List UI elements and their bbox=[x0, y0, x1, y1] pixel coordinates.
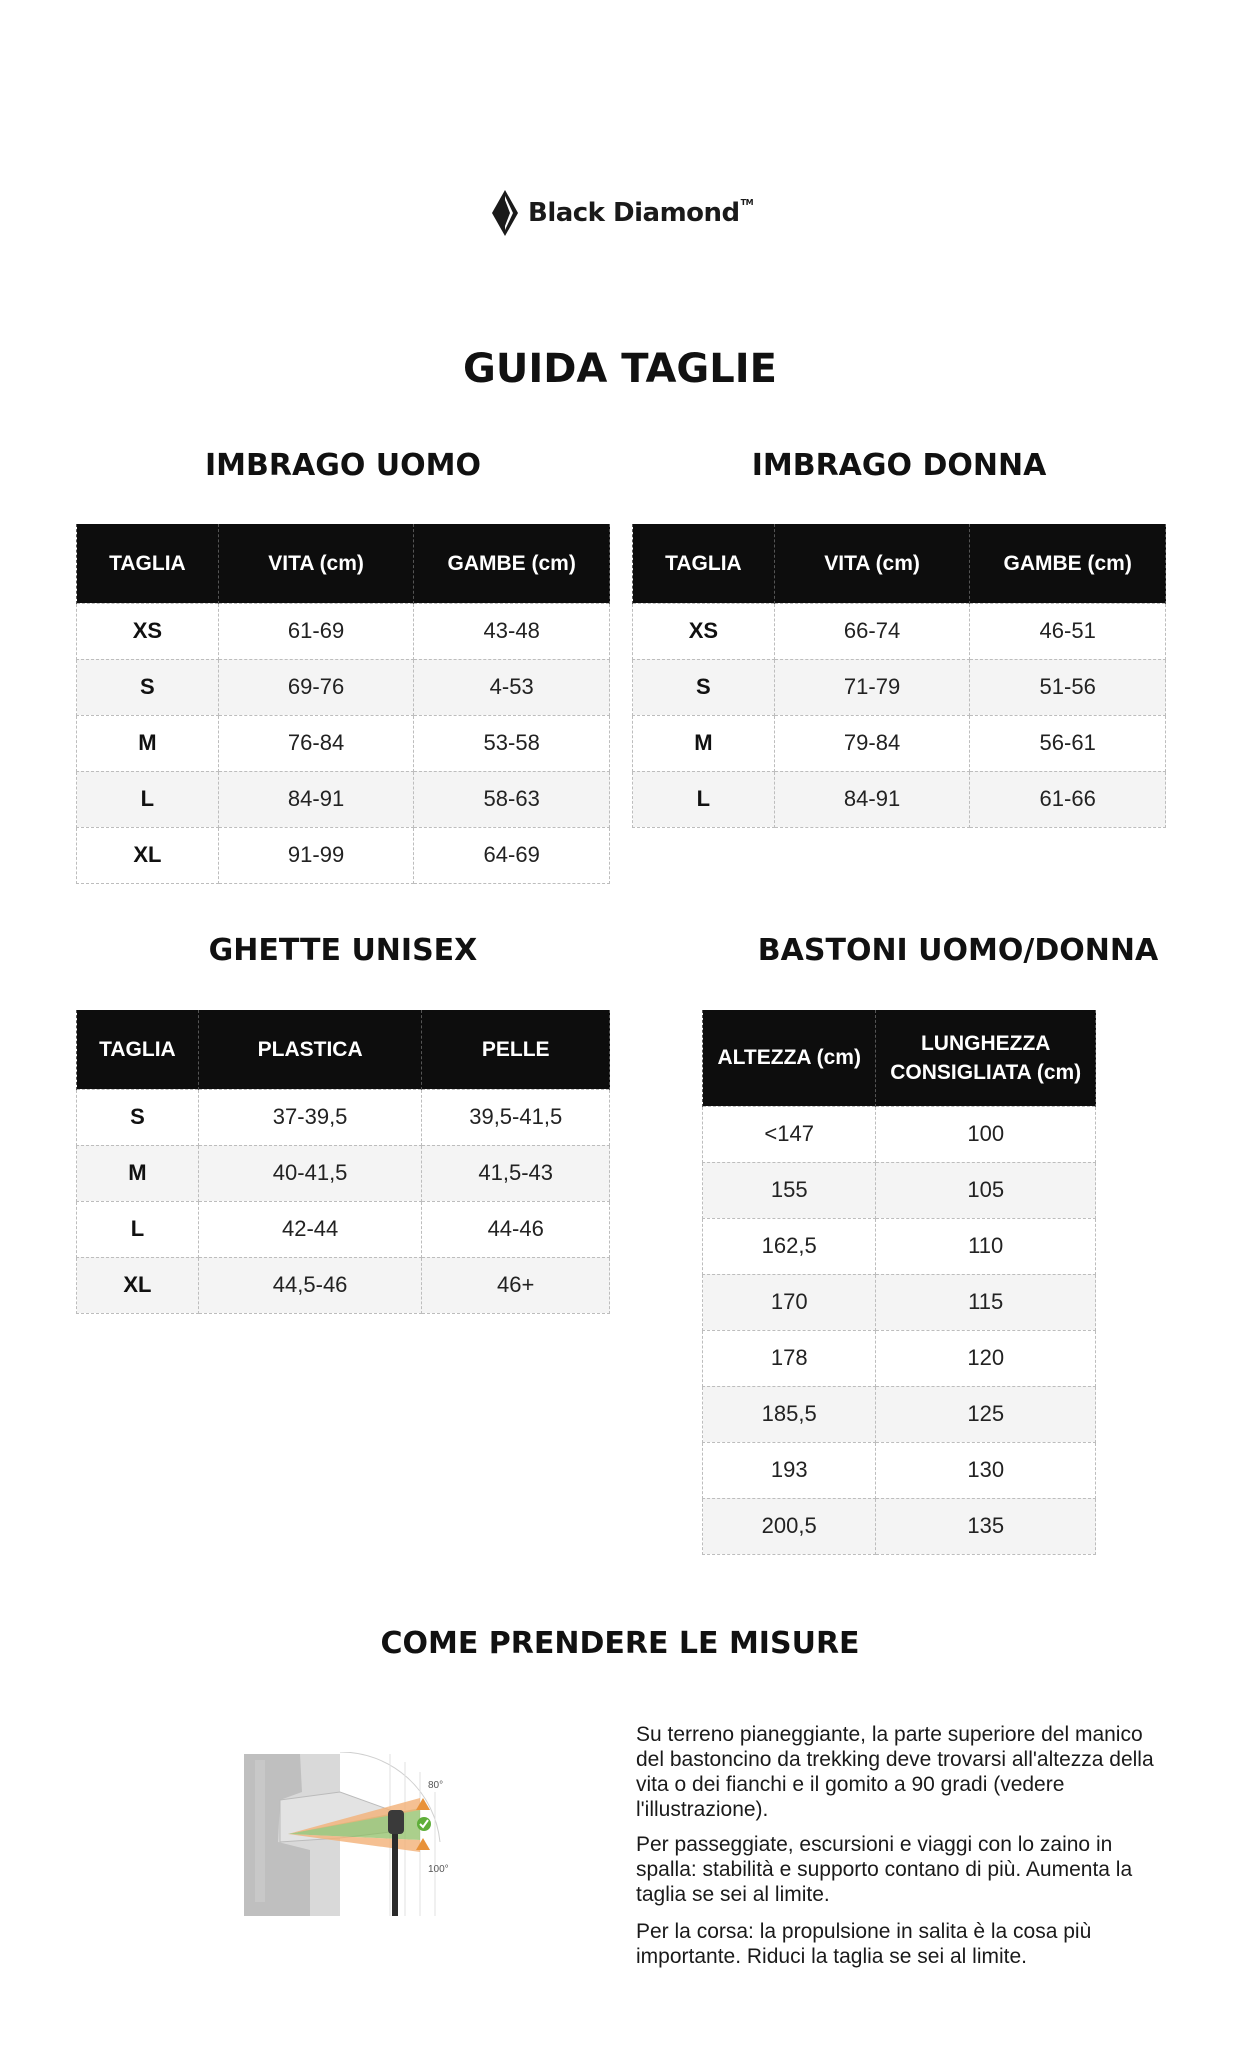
cell-value: 64-69 bbox=[414, 827, 610, 883]
instruction-paragraph: Su terreno pianeggiante, la parte superiore del manico del bastoncino da trekking deve trovarsi all'altezza della vita o dei fianchi e il gomito a 90 gradi (vedere l'illustrazione). bbox=[636, 1723, 1154, 1821]
cell-value: 39,5-41,5 bbox=[422, 1089, 610, 1145]
column-header: ALTEZZA (cm) bbox=[703, 1010, 876, 1106]
cell-value: 61-69 bbox=[218, 603, 414, 659]
table-row bbox=[633, 715, 1166, 771]
section-title-imbrago-uomo: IMBRAGO UOMO bbox=[205, 448, 481, 483]
table-row bbox=[703, 1162, 1096, 1218]
column-header: TAGLIA bbox=[77, 1010, 199, 1089]
cell-value: 76-84 bbox=[218, 715, 414, 771]
table-imbrago-donna bbox=[632, 524, 1166, 828]
page-title: GUIDA TAGLIE bbox=[463, 346, 777, 392]
cell-value: 41,5-43 bbox=[422, 1145, 610, 1201]
table-header-row bbox=[633, 524, 1166, 603]
cell-size: L bbox=[633, 771, 775, 827]
cell-value: 170 bbox=[703, 1274, 876, 1330]
angle-label-bottom: 100° bbox=[428, 1864, 449, 1875]
diamond-logo-icon bbox=[488, 188, 522, 238]
cell-value: 46+ bbox=[422, 1257, 610, 1313]
cell-value: 105 bbox=[876, 1162, 1096, 1218]
cell-value: 162,5 bbox=[703, 1218, 876, 1274]
cell-value: 69-76 bbox=[218, 659, 414, 715]
instruction-paragraph: Per passeggiate, escursioni e viaggi con lo zaino in spalla: stabilità e supporto contano di più. Aumenta la taglia se sei al limite. bbox=[636, 1833, 1133, 1906]
section-title-ghette: GHETTE UNISEX bbox=[208, 933, 478, 968]
section-title-bastoni: BASTONI UOMO/DONNA bbox=[757, 933, 1159, 968]
table-row bbox=[77, 827, 610, 883]
column-header: VITA (cm) bbox=[218, 524, 414, 603]
cell-value: 125 bbox=[876, 1386, 1096, 1442]
cell-value: 44,5-46 bbox=[198, 1257, 422, 1313]
cell-size: S bbox=[77, 659, 219, 715]
cell-value: 110 bbox=[876, 1218, 1096, 1274]
cell-value: 56-61 bbox=[970, 715, 1166, 771]
cell-value: 185,5 bbox=[703, 1386, 876, 1442]
cell-value: <147 bbox=[703, 1106, 876, 1162]
cell-value: 79-84 bbox=[774, 715, 970, 771]
table-row bbox=[77, 603, 610, 659]
table-row bbox=[77, 1257, 610, 1313]
column-header: PLASTICA bbox=[198, 1010, 422, 1089]
table-header-row bbox=[77, 1010, 610, 1089]
cell-size: XL bbox=[77, 827, 219, 883]
table-row bbox=[703, 1106, 1096, 1162]
table-row bbox=[633, 603, 1166, 659]
cell-value: 115 bbox=[876, 1274, 1096, 1330]
cell-value: 178 bbox=[703, 1330, 876, 1386]
cell-value: 200,5 bbox=[703, 1498, 876, 1554]
table-header-row bbox=[77, 524, 610, 603]
table-row bbox=[703, 1386, 1096, 1442]
cell-value: 44-46 bbox=[422, 1201, 610, 1257]
cell-value: 71-79 bbox=[774, 659, 970, 715]
cell-value: 91-99 bbox=[218, 827, 414, 883]
table-row bbox=[77, 1089, 610, 1145]
cell-value: 4-53 bbox=[414, 659, 610, 715]
column-header: GAMBE (cm) bbox=[414, 524, 610, 603]
cell-value: 130 bbox=[876, 1442, 1096, 1498]
cell-value: 46-51 bbox=[970, 603, 1166, 659]
cell-size: S bbox=[77, 1089, 199, 1145]
column-header: TAGLIA bbox=[633, 524, 775, 603]
brand-name: Black Diamond™ bbox=[528, 198, 754, 228]
cell-size: XL bbox=[77, 1257, 199, 1313]
cell-value: 84-91 bbox=[774, 771, 970, 827]
cell-value: 42-44 bbox=[198, 1201, 422, 1257]
cell-size: S bbox=[633, 659, 775, 715]
table-row bbox=[77, 1145, 610, 1201]
cell-size: M bbox=[77, 715, 219, 771]
column-header: GAMBE (cm) bbox=[970, 524, 1166, 603]
table-imbrago-uomo bbox=[76, 524, 610, 884]
angle-label-top: 80° bbox=[428, 1780, 444, 1791]
cell-value: 84-91 bbox=[218, 771, 414, 827]
cell-size: M bbox=[77, 1145, 199, 1201]
cell-value: 43-48 bbox=[414, 603, 610, 659]
table-header-row bbox=[703, 1010, 1096, 1106]
cell-size: L bbox=[77, 771, 219, 827]
cell-value: 135 bbox=[876, 1498, 1096, 1554]
table-row bbox=[77, 659, 610, 715]
cell-value: 193 bbox=[703, 1442, 876, 1498]
arm-pole-icon bbox=[240, 1752, 450, 1918]
cell-value: 58-63 bbox=[414, 771, 610, 827]
cell-value: 120 bbox=[876, 1330, 1096, 1386]
table-row bbox=[633, 659, 1166, 715]
cell-value: 61-66 bbox=[970, 771, 1166, 827]
cell-size: M bbox=[633, 715, 775, 771]
table-bastoni bbox=[702, 1010, 1096, 1555]
cell-size: XS bbox=[633, 603, 775, 659]
instruction-paragraph: Per la corsa: la propulsione in salita è la cosa più importante. Riduci la taglia se sei al limite. bbox=[636, 1920, 1092, 1968]
pole-height-illustration bbox=[240, 1752, 450, 1918]
table-row bbox=[703, 1442, 1096, 1498]
table-row bbox=[703, 1330, 1096, 1386]
section-title-imbrago-donna: IMBRAGO DONNA bbox=[751, 448, 1047, 483]
table-ghette bbox=[76, 1010, 610, 1314]
cell-value: 37-39,5 bbox=[198, 1089, 422, 1145]
table-row bbox=[703, 1498, 1096, 1554]
cell-value: 51-56 bbox=[970, 659, 1166, 715]
section-title-misure: COME PRENDERE LE MISURE bbox=[380, 1626, 860, 1661]
column-header: TAGLIA bbox=[77, 524, 219, 603]
column-header: LUNGHEZZA CONSIGLIATA (cm) bbox=[876, 1010, 1096, 1106]
table-row bbox=[77, 1201, 610, 1257]
cell-value: 66-74 bbox=[774, 603, 970, 659]
cell-value: 100 bbox=[876, 1106, 1096, 1162]
table-row bbox=[77, 715, 610, 771]
table-row bbox=[703, 1274, 1096, 1330]
cell-size: XS bbox=[77, 603, 219, 659]
brand-logo bbox=[488, 186, 768, 240]
table-row bbox=[703, 1218, 1096, 1274]
cell-value: 155 bbox=[703, 1162, 876, 1218]
column-header: PELLE bbox=[422, 1010, 610, 1089]
table-row bbox=[77, 771, 610, 827]
column-header: VITA (cm) bbox=[774, 524, 970, 603]
cell-value: 53-58 bbox=[414, 715, 610, 771]
cell-size: L bbox=[77, 1201, 199, 1257]
table-row bbox=[633, 771, 1166, 827]
cell-value: 40-41,5 bbox=[198, 1145, 422, 1201]
